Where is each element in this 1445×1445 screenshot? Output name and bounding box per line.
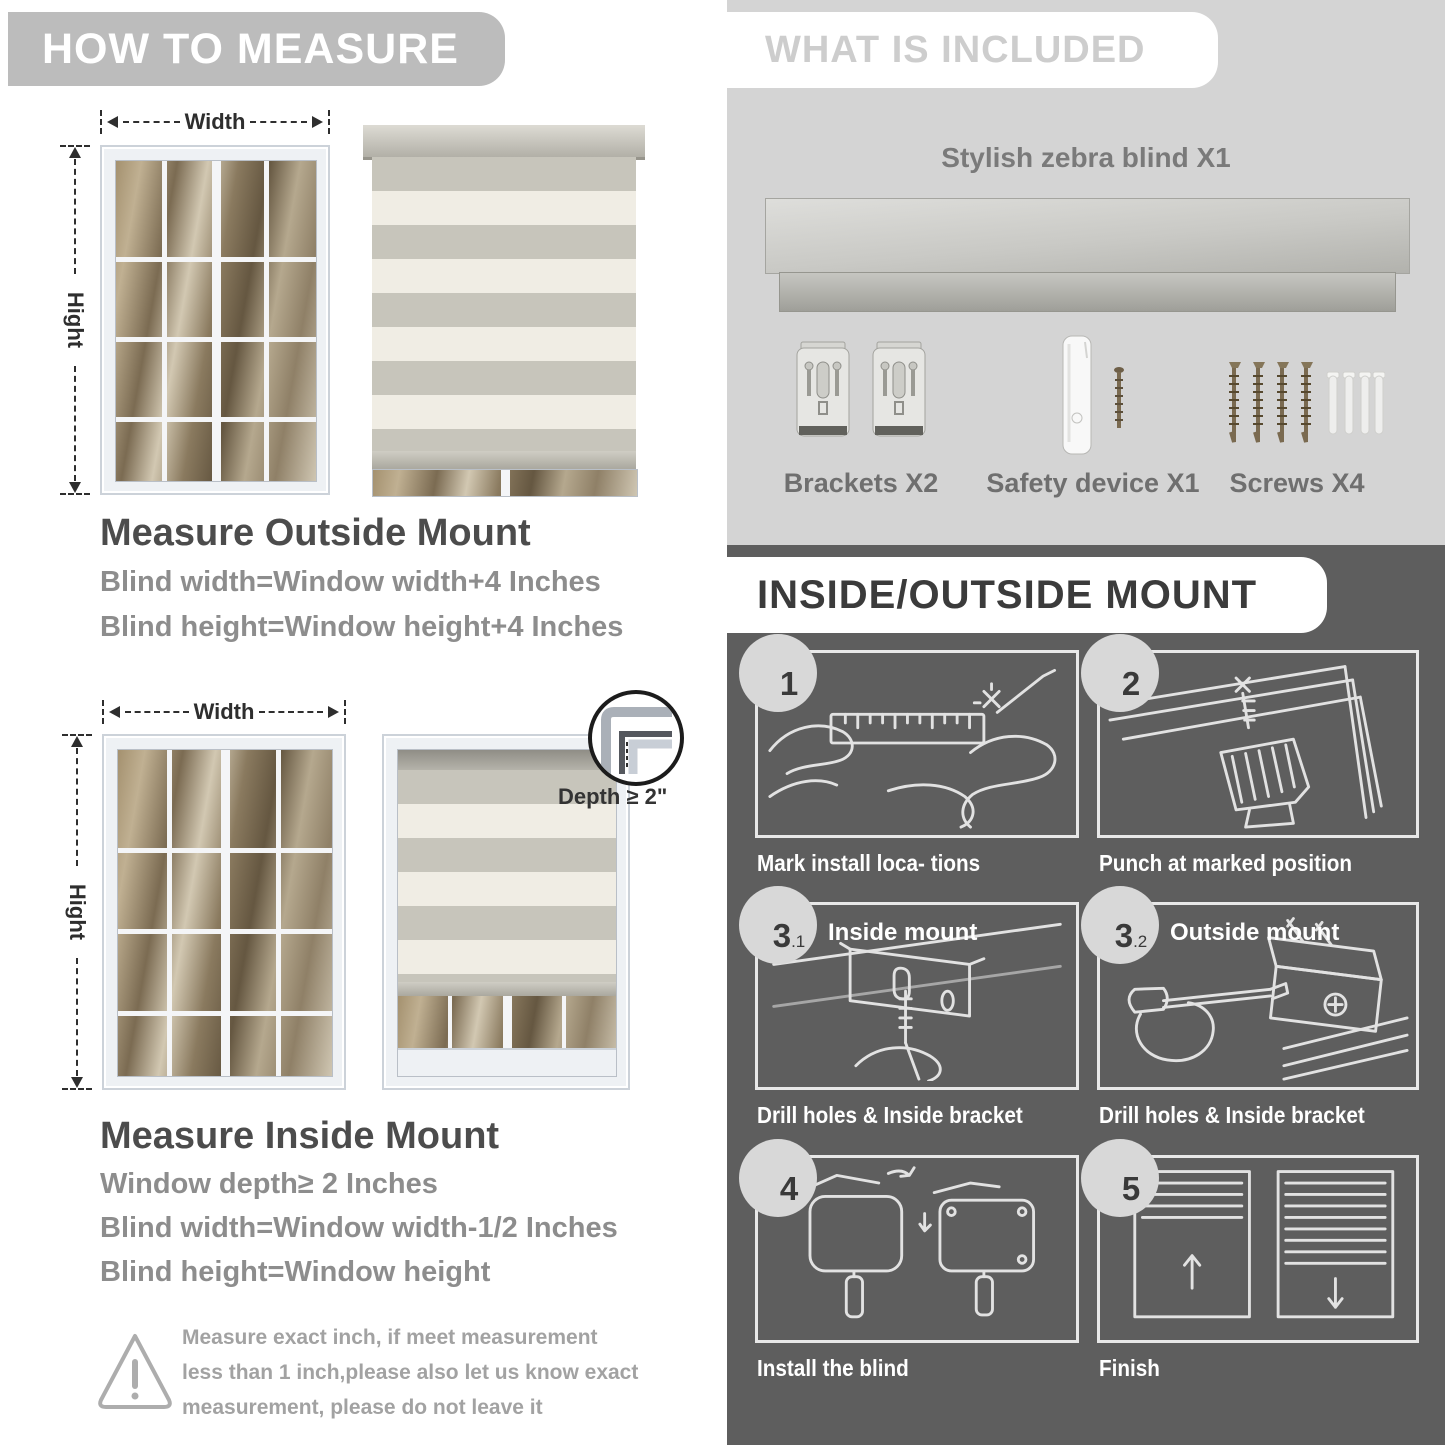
outside-formula-height: Blind height=Window height+4 Inches — [100, 611, 624, 643]
dashed-line — [76, 748, 78, 866]
mount-instructions-panel — [727, 545, 1445, 1445]
step-number-badge: 3 .1 — [739, 886, 817, 964]
depth-label: Depth ≥ 2" — [558, 784, 668, 809]
inside-mount-title: Measure Inside Mount — [100, 1115, 500, 1157]
height-label: Hight — [65, 883, 90, 941]
dashed-line — [76, 958, 78, 1076]
width-label: Width — [193, 699, 255, 724]
dashed-line — [74, 159, 76, 274]
brackets-label: Brackets X2 — [783, 468, 939, 498]
depth-callout-circle — [588, 690, 684, 786]
arrow-left-icon — [107, 116, 118, 128]
arrow-tick — [328, 110, 330, 134]
window-sill — [398, 1048, 616, 1076]
window-photo — [100, 145, 330, 495]
step-caption: Punch at marked position — [1099, 850, 1353, 876]
width-label: Width — [184, 109, 246, 134]
how-to-measure-title: HOW TO MEASURE — [42, 24, 459, 73]
blind-stripes — [372, 157, 636, 451]
zebra-blind-outside-example — [363, 125, 645, 497]
arrow-tick — [100, 110, 102, 134]
window-corner-detail — [592, 694, 672, 774]
inside-outside-mount-title: INSIDE/OUTSIDE MOUNT — [757, 572, 1258, 617]
dashed-line — [250, 121, 307, 123]
dashed-line — [123, 121, 180, 123]
what-is-included-header — [727, 12, 1218, 88]
arrow-tick — [102, 700, 104, 724]
inside-formula-width: Blind width=Window width-1/2 Inches — [100, 1212, 618, 1244]
safety-device-image — [1049, 332, 1141, 460]
dashed-line — [259, 711, 323, 713]
how-to-measure-header — [8, 12, 505, 86]
inside-outside-mount-header — [727, 557, 1327, 633]
step-number-badge: 3 .2 — [1081, 886, 1159, 964]
what-is-included-panel — [727, 0, 1445, 545]
step-caption: Finish — [1099, 1355, 1160, 1381]
screws-image — [1215, 358, 1385, 452]
blind-cassette — [363, 125, 645, 160]
window-glass — [372, 469, 638, 497]
what-is-included-title: WHAT IS INCLUDED — [765, 28, 1146, 71]
width-arrow — [100, 110, 330, 134]
bracket-image — [791, 340, 855, 450]
inside-mount-figure — [60, 700, 700, 1100]
step-number-badge: 1 — [739, 634, 817, 712]
step-caption: Drill holes & Inside bracket — [757, 1102, 1023, 1128]
arrow-up-icon — [71, 736, 83, 747]
step-title: Inside mount — [828, 919, 978, 946]
blind-cassette — [398, 750, 616, 772]
step-number-badge: 2 — [1081, 634, 1159, 712]
zebra-blind-headrail-shadow — [779, 272, 1396, 312]
window-photo — [102, 734, 346, 1090]
step-caption: Drill holes & Inside bracket — [1099, 1102, 1365, 1128]
step-number-badge: 4 — [739, 1139, 817, 1217]
width-arrow — [102, 700, 346, 724]
step-title: Outside mount — [1170, 919, 1340, 946]
dashed-line — [74, 366, 76, 481]
zebra-blind-headrail-image — [765, 198, 1410, 274]
inside-formula-height: Blind height=Window height — [100, 1256, 491, 1288]
height-arrow — [60, 145, 90, 495]
blind-bottom-rail — [398, 982, 616, 996]
height-arrow — [62, 734, 92, 1090]
arrow-tick — [62, 1088, 92, 1090]
arrow-right-icon — [312, 116, 323, 128]
window-glass — [115, 160, 317, 482]
safety-device-label: Safety device X1 — [986, 468, 1200, 498]
arrow-tick — [60, 493, 90, 495]
blind-bottom-rail — [372, 451, 636, 469]
arrow-down-icon — [71, 1077, 83, 1088]
screws-label: Screws X4 — [1229, 468, 1365, 498]
height-label: Hight — [63, 291, 88, 349]
window-glass — [117, 749, 333, 1077]
product-label: Stylish zebra blind X1 — [941, 142, 1231, 173]
inside-formula-depth: Window depth≥ 2 Inches — [100, 1168, 438, 1200]
outside-mount-figure — [60, 108, 680, 500]
measurement-warning-text: Measure exact inch, if meet measurement less than 1 inch,please also let us know exact measurement, please do not leave it — [182, 1326, 639, 1419]
step-caption: Install the blind — [757, 1355, 909, 1381]
outside-mount-title: Measure Outside Mount — [100, 512, 531, 554]
arrow-tick — [344, 700, 346, 724]
dashed-line — [125, 711, 189, 713]
bracket-image — [867, 340, 931, 450]
warning-icon — [95, 1328, 175, 1414]
arrow-right-icon — [328, 706, 339, 718]
step-caption: Mark install loca- tions — [757, 850, 981, 876]
arrow-down-icon — [69, 482, 81, 493]
arrow-left-icon — [109, 706, 120, 718]
outside-formula-width: Blind width=Window width+4 Inches — [100, 566, 601, 598]
step-number-badge: 5 — [1081, 1139, 1159, 1217]
arrow-up-icon — [69, 147, 81, 158]
